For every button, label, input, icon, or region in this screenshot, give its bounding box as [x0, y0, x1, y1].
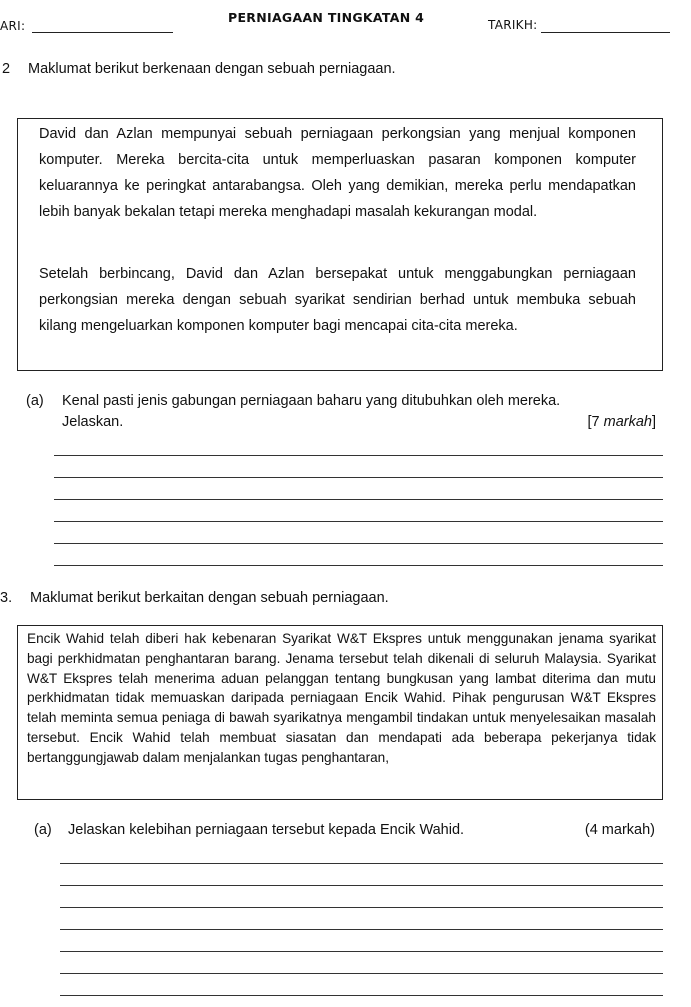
- answer-line[interactable]: [60, 973, 663, 974]
- answer-line[interactable]: [54, 543, 663, 544]
- tarikh-blank[interactable]: [541, 32, 670, 33]
- answer-line[interactable]: [60, 929, 663, 930]
- answer-line[interactable]: [60, 951, 663, 952]
- answer-line[interactable]: [54, 455, 663, 456]
- question-2a-label: (a): [26, 393, 44, 409]
- question-2-passage-box: [17, 118, 663, 371]
- question-3-intro: Maklumat berikut berkaitan dengan sebuah perniagaan.: [30, 590, 389, 606]
- question-2-intro: Maklumat berikut berkenaan dengan sebuah perniagaan.: [28, 61, 396, 77]
- question-2a-jelaskan: Jelaskan.: [62, 414, 124, 430]
- answer-line[interactable]: [60, 907, 663, 908]
- answer-line[interactable]: [54, 521, 663, 522]
- question-2-number: 2: [2, 61, 11, 77]
- question-2-paragraph-2: Setelah berbincang, David dan Azlan bersepakat untuk menggabungkan perniagaan perkongsian mereka dengan sebuah syarikat sendirian berhad untuk membuka sebuah kilang mengeluarkan komponen komputer bagi mencapai cita-cita mereka.: [39, 266, 636, 334]
- question-3a-label: (a): [34, 822, 52, 838]
- hari-blank[interactable]: [32, 32, 173, 33]
- question-3-paragraph: Encik Wahid telah diberi hak kebenaran Syarikat W&T Ekspres untuk menggunakan jenama syarikat bagi perkhidmatan penghantaran barang. Jenama tersebut telah dikenali di seluruh Malaysia. Syarikat W&T Ekspres telah menerima aduan pelanggan tentang bungkusan yang lambat diterima dan mutu perkhidmatan tidak memuaskan daripada perniagaan Encik Wahid. Pihak pengurusan W&T Ekspres telah meminta semua peniaga di bawah syarikatnya mengambil tindakan untuk menyelesaikan masalah tersebut. Encik Wahid telah membuat siasatan dan mendapati ada beberapa pekerjanya tidak bertanggungjawab dalam menjalankan tugas penghantaran,: [27, 631, 656, 765]
- answer-line[interactable]: [60, 863, 663, 864]
- tarikh-label: TARIKH:: [488, 18, 538, 32]
- answer-line[interactable]: [54, 565, 663, 566]
- question-2a-text: Kenal pasti jenis gabungan perniagaan baharu yang ditubuhkan oleh mereka.: [62, 393, 561, 409]
- question-2a-marks: [7 markah]: [587, 414, 656, 430]
- question-3-passage-box: [17, 625, 663, 800]
- question-2-paragraph-1: David dan Azlan mempunyai sebuah perniagaan perkongsian yang menjual komponen komputer. Mereka bercita-cita untuk memperluaskan pasaran komponen komputer keluarannya ke peringkat antarabangsa. Oleh yang demikian, mereka perlu mendapatkan lebih banyak bekalan tetapi mereka menghadapi masalah kekurangan modal.: [39, 126, 636, 220]
- answer-line[interactable]: [54, 477, 663, 478]
- question-3a-text: Jelaskan kelebihan perniagaan tersebut kepada Encik Wahid.: [68, 822, 465, 838]
- answer-line[interactable]: [60, 885, 663, 886]
- answer-line[interactable]: [54, 499, 663, 500]
- question-3-number: 3.: [0, 590, 13, 606]
- answer-line[interactable]: [60, 995, 663, 996]
- question-3a-marks: (4 markah): [584, 822, 655, 838]
- page-title: PERNIAGAAN TINGKATAN 4: [228, 10, 425, 25]
- hari-label: ARI:: [0, 19, 26, 33]
